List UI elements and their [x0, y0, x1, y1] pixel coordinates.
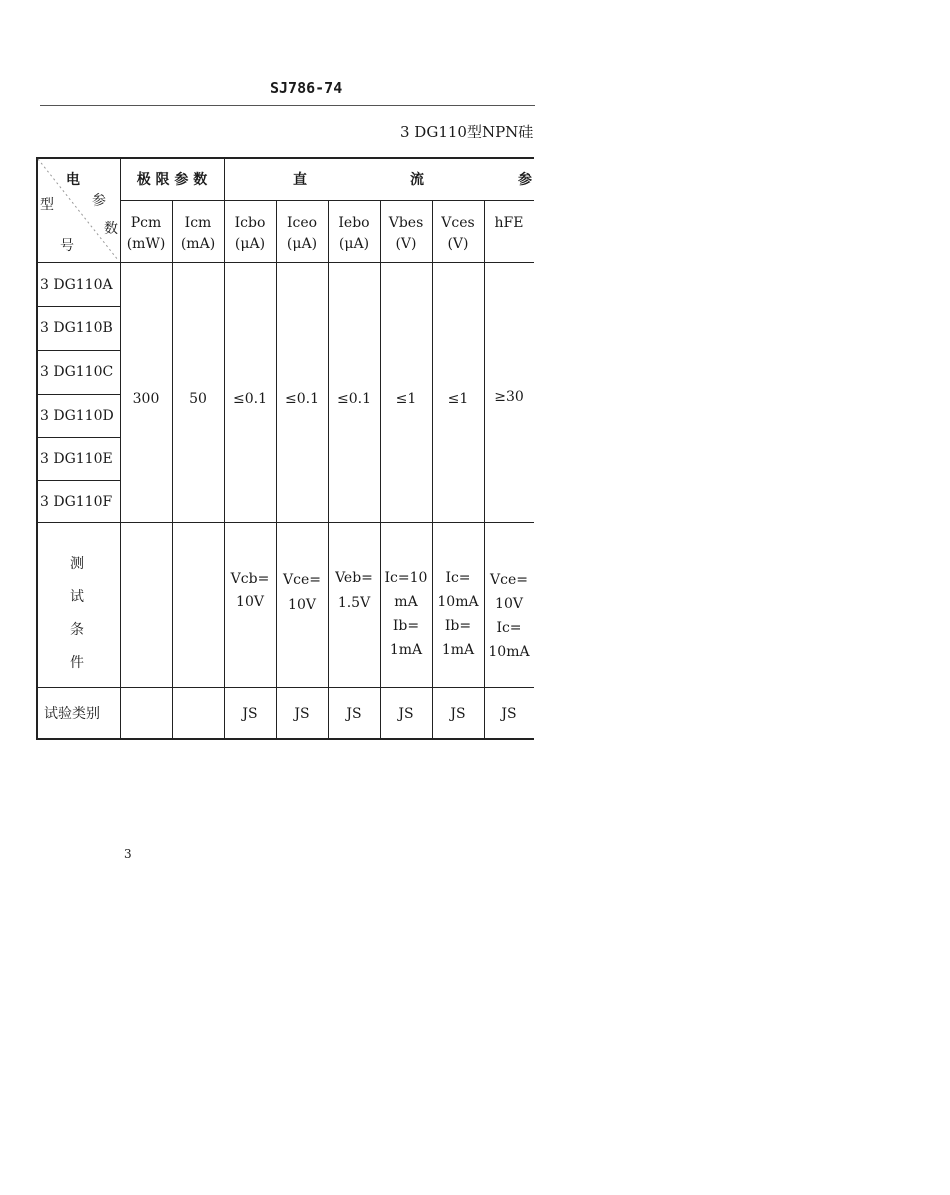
row-line-model-1	[36, 306, 120, 307]
category-label: 试验类别	[44, 706, 100, 722]
cond-vces-3: Ib=	[444, 618, 472, 634]
cond-vbes-4: 1mA	[389, 642, 423, 658]
cond-iebo-2: 1.5V	[337, 595, 371, 611]
model-f: 3 DG110F	[40, 494, 113, 510]
group-header-dc-1: 直	[293, 172, 307, 188]
col-header-vbes: Vbes	[388, 215, 424, 231]
model-a: 3 DG110A	[40, 277, 113, 293]
group-header-limit: 极 限 参 数	[136, 172, 208, 188]
cond-iceo-2: 10V	[288, 597, 316, 613]
page-number: 3	[124, 847, 132, 861]
cond-hfe-3: Ic=	[496, 620, 522, 636]
cond-vces-2: 10mA	[437, 594, 479, 610]
col-unit-iceo: (μA)	[286, 236, 318, 252]
cond-hfe-2: 10V	[495, 596, 523, 612]
col-unit-vbes: (V)	[395, 236, 417, 252]
group-header-dc-2: 流	[410, 172, 424, 188]
test-label-2: 试	[70, 589, 84, 605]
row-line-header-bottom	[36, 262, 534, 263]
col-header-iceo: Iceo	[286, 215, 318, 231]
col-header-hfe: hFE	[494, 215, 524, 231]
cond-hfe-1: Vce=	[490, 572, 528, 588]
table-bottom-border	[36, 738, 534, 740]
corner-diagonal	[36, 157, 120, 262]
title-fragment: 3 DG110型NPN硅	[400, 123, 534, 141]
category-vbes: JS	[398, 706, 414, 722]
row-line-model-2	[36, 350, 120, 351]
value-icbo: ≤0.1	[233, 391, 267, 407]
value-iebo: ≤0.1	[337, 391, 371, 407]
row-line-model-3	[36, 394, 120, 395]
corner-label-right: 数	[104, 221, 118, 237]
col-unit-icm: (mA)	[180, 236, 216, 252]
corner-label-bottom: 号	[60, 238, 74, 254]
model-c: 3 DG110C	[40, 364, 114, 380]
col-unit-vces: (V)	[447, 236, 469, 252]
col-header-vces: Vces	[441, 215, 475, 231]
col-header-icm: Icm	[184, 215, 212, 231]
category-iebo: JS	[346, 706, 362, 722]
cond-iceo-1: Vce=	[283, 572, 321, 588]
category-vces: JS	[450, 706, 466, 722]
cond-icbo-1: Vcb=	[230, 571, 270, 587]
test-label-3: 条	[70, 622, 84, 638]
col-line-5	[328, 200, 329, 738]
cond-vbes-1: Ic=10	[384, 570, 428, 586]
group-header-dc-3: 参	[518, 172, 532, 188]
value-icm: 50	[189, 391, 207, 407]
col-header-iebo: Iebo	[338, 215, 370, 231]
model-b: 3 DG110B	[40, 320, 113, 336]
row-line-group-header	[120, 200, 534, 201]
col-line-2	[172, 200, 173, 738]
value-hfe: ≥30	[494, 389, 524, 405]
corner-label-mid-right: 参	[92, 193, 106, 209]
corner-label-mid-left: 型	[40, 197, 54, 213]
model-d: 3 DG110D	[40, 408, 114, 424]
cond-iebo-1: Veb=	[335, 570, 373, 586]
corner-label-top: 电	[66, 172, 80, 188]
col-header-pcm: Pcm	[130, 215, 162, 231]
cond-hfe-4: 10mA	[488, 644, 530, 660]
category-iceo: JS	[294, 706, 310, 722]
cond-icbo-2: 10V	[236, 594, 264, 610]
col-header-icbo: Icbo	[234, 215, 266, 231]
value-vces: ≤1	[447, 391, 469, 407]
col-line-4	[276, 200, 277, 738]
cond-vces-4: 1mA	[441, 642, 475, 658]
row-line-values-bottom	[36, 522, 534, 523]
col-unit-pcm: (mW)	[126, 236, 166, 252]
test-label-1: 测	[70, 556, 84, 572]
cond-vbes-3: Ib=	[392, 618, 420, 634]
value-iceo: ≤0.1	[285, 391, 319, 407]
row-line-model-4	[36, 437, 120, 438]
col-unit-iebo: (μA)	[338, 236, 370, 252]
value-pcm: 300	[132, 391, 160, 407]
cond-vces-1: Ic=	[445, 570, 471, 586]
row-line-conditions-bottom	[36, 687, 534, 688]
col-unit-icbo: (μA)	[234, 236, 266, 252]
category-icbo: JS	[242, 706, 258, 722]
row-line-model-5	[36, 480, 120, 481]
value-vbes: ≤1	[395, 391, 417, 407]
standard-code: SJ786-74	[270, 79, 343, 97]
model-e: 3 DG110E	[40, 451, 113, 467]
category-hfe: JS	[501, 706, 517, 722]
cond-vbes-2: mA	[394, 594, 418, 610]
test-label-4: 件	[70, 655, 84, 671]
